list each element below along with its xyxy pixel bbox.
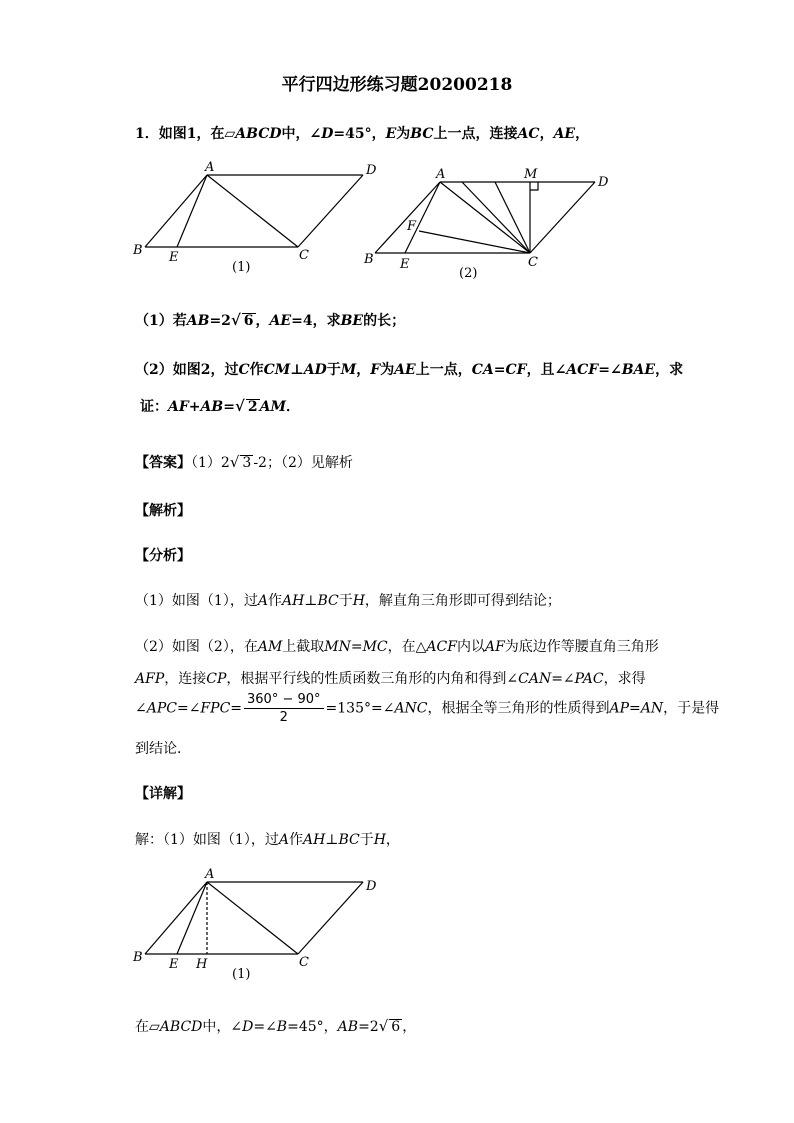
- text: （1）2: [191, 455, 230, 471]
- analysis-2-line-2: [135, 668, 646, 688]
- text: 中，: [202, 1019, 231, 1035]
- label-A: A: [205, 160, 215, 175]
- label-B: B: [133, 243, 143, 258]
- text: =2: [209, 313, 231, 329]
- fraction: [244, 692, 324, 725]
- figure-caption: (1): [232, 967, 251, 982]
- sqrt-icon: √: [378, 1017, 389, 1035]
- text: ，: [539, 126, 554, 142]
- text: 作: [288, 832, 303, 848]
- fraction-numerator: 360° − 90°: [244, 692, 324, 709]
- text: =2: [358, 1019, 379, 1035]
- text: 为底边作等腰直角三角形: [504, 639, 659, 655]
- text: 证：: [140, 399, 168, 415]
- radicand: 6: [391, 1019, 401, 1035]
- text: ，根据平行线的性质函数三角形的内角和得到: [226, 671, 507, 687]
- text: AE: [394, 362, 416, 378]
- label-D: D: [598, 175, 609, 190]
- text: 中，: [281, 126, 310, 142]
- text: =: [223, 399, 235, 415]
- text: BE: [340, 313, 364, 329]
- text: AF+AB: [168, 399, 224, 415]
- text: AM: [259, 399, 286, 415]
- figure-caption: (2): [459, 266, 478, 281]
- part-1: [135, 310, 405, 330]
- text: =4，求: [291, 313, 341, 329]
- fraction-denominator: 2: [279, 710, 288, 725]
- label-F: F: [407, 219, 417, 234]
- radicand: 2: [247, 399, 258, 415]
- text: 于: [338, 593, 353, 609]
- text: ，连接: [164, 671, 207, 687]
- solution-line-2: [135, 1016, 416, 1036]
- text: ，: [402, 1019, 417, 1035]
- text: H: [352, 593, 365, 609]
- text: （2）如图2，过: [135, 362, 239, 378]
- text: 上一点，: [415, 362, 472, 378]
- text: ，且: [526, 362, 555, 378]
- text: ，求: [655, 362, 684, 378]
- text: ∠D=∠B: [230, 1019, 288, 1035]
- text: ∠D: [309, 126, 334, 142]
- label-A: A: [205, 867, 215, 882]
- text: ∠CAN=∠PAC: [506, 671, 604, 687]
- label-B: B: [364, 252, 374, 267]
- text: AFP: [135, 671, 165, 687]
- text: CM⊥AD: [263, 362, 327, 378]
- text: ，根据全等三角形的性质得到: [427, 700, 610, 717]
- label-H: H: [196, 957, 208, 972]
- text: AM: [257, 639, 283, 655]
- radicand: 6: [243, 313, 254, 329]
- text: 为: [380, 362, 395, 378]
- text: ，: [385, 832, 400, 848]
- text: 如图1，在: [158, 126, 225, 142]
- sqrt-icon: √: [229, 453, 240, 471]
- text: CA=CF: [471, 362, 527, 378]
- text: ∠ANC: [382, 700, 428, 717]
- analysis-2-line-4: 到结论．: [135, 741, 191, 757]
- text: ABCD: [235, 126, 282, 142]
- text: AH⊥BC: [281, 593, 339, 609]
- section-fenxi: 【分析】: [135, 548, 191, 564]
- text: ，: [356, 362, 371, 378]
- text: M: [340, 362, 357, 378]
- text: AF: [484, 639, 505, 655]
- text: ，: [255, 313, 270, 329]
- figure-caption: (1): [232, 260, 251, 275]
- part-2-line-1: [135, 359, 683, 379]
- text: ，: [575, 126, 590, 142]
- text: ．: [285, 399, 300, 415]
- text: C: [238, 362, 250, 378]
- text: 解：（1）如图（1），过: [135, 832, 279, 848]
- text: 在: [135, 1019, 149, 1035]
- section-jiexi: 【解析】: [135, 503, 191, 519]
- text: 的长；: [363, 313, 406, 329]
- page-title: 平行四边形练习题20200218: [281, 75, 513, 95]
- text: ABCD: [159, 1019, 203, 1035]
- figure-3: [125, 862, 385, 987]
- text: 上截取: [282, 639, 325, 655]
- text: E: [385, 126, 397, 142]
- text: MN=MC: [324, 639, 388, 655]
- text: △ACF: [415, 639, 457, 655]
- text: 内以: [456, 639, 485, 655]
- label-C: C: [528, 255, 538, 270]
- text: AB: [186, 313, 210, 329]
- solution-line-1: [135, 829, 400, 849]
- label-E: E: [400, 257, 410, 272]
- text: ，于是得: [663, 700, 720, 717]
- label-C: C: [299, 248, 309, 263]
- text: （2）如图（2），在: [135, 639, 258, 655]
- figure-2: [360, 160, 620, 285]
- text: 于: [326, 362, 341, 378]
- text: 作: [249, 362, 264, 378]
- text: =45°，: [287, 1019, 338, 1035]
- text: BC: [410, 126, 434, 142]
- text: ，在: [387, 639, 416, 655]
- answer-label: 【答案】: [135, 455, 191, 471]
- parallelogram-symbol: ▱: [224, 126, 236, 142]
- answer: [135, 452, 353, 472]
- text: AP=AN: [609, 700, 664, 717]
- sqrt-icon: √: [230, 311, 241, 329]
- text: 为: [396, 126, 411, 142]
- label-E: E: [169, 957, 179, 972]
- label-D: D: [366, 163, 377, 178]
- text: AE: [269, 313, 292, 329]
- analysis-2-line-3: [135, 692, 719, 725]
- text: ∠ACF=∠BAE: [554, 362, 656, 378]
- text: AE: [553, 126, 576, 142]
- text: H: [373, 832, 386, 848]
- text: ，解直角三角形即可得到结论；: [364, 593, 561, 609]
- analysis-1: [135, 590, 561, 610]
- text: 上一点，连接: [433, 126, 518, 142]
- section-xiangjie: 【详解】: [135, 786, 191, 802]
- part-2-line-2: [140, 396, 300, 416]
- text: 于: [359, 832, 374, 848]
- label-M: M: [524, 167, 538, 182]
- text: （1）若: [135, 313, 187, 329]
- label-A: A: [436, 167, 446, 182]
- question-1: [135, 123, 589, 143]
- text: ∠APC=∠FPC: [135, 700, 231, 717]
- text: =135°=: [325, 700, 383, 717]
- text: F: [370, 362, 381, 378]
- label-D: D: [366, 879, 377, 894]
- question-number: 1．: [135, 126, 159, 142]
- text: AC: [517, 126, 540, 142]
- text: A: [257, 593, 268, 609]
- text: AH⊥BC: [302, 832, 360, 848]
- text: =: [230, 700, 243, 717]
- parallelogram-symbol: ▱: [149, 1019, 160, 1035]
- label-B: B: [133, 950, 143, 965]
- analysis-2-line-1: [135, 636, 659, 656]
- figure-1: [125, 155, 385, 280]
- label-C: C: [299, 955, 309, 970]
- text: 作: [267, 593, 282, 609]
- text: =45°，: [333, 126, 386, 142]
- text: -2；（2）见解析: [253, 455, 353, 471]
- label-E: E: [169, 250, 179, 265]
- sqrt-icon: √: [234, 397, 245, 415]
- text: （1）如图（1），过: [135, 593, 258, 609]
- text: AB: [337, 1019, 359, 1035]
- text: ，求得: [603, 671, 646, 687]
- text: CP: [206, 671, 227, 687]
- radicand: 3: [242, 455, 252, 471]
- text: A: [278, 832, 289, 848]
